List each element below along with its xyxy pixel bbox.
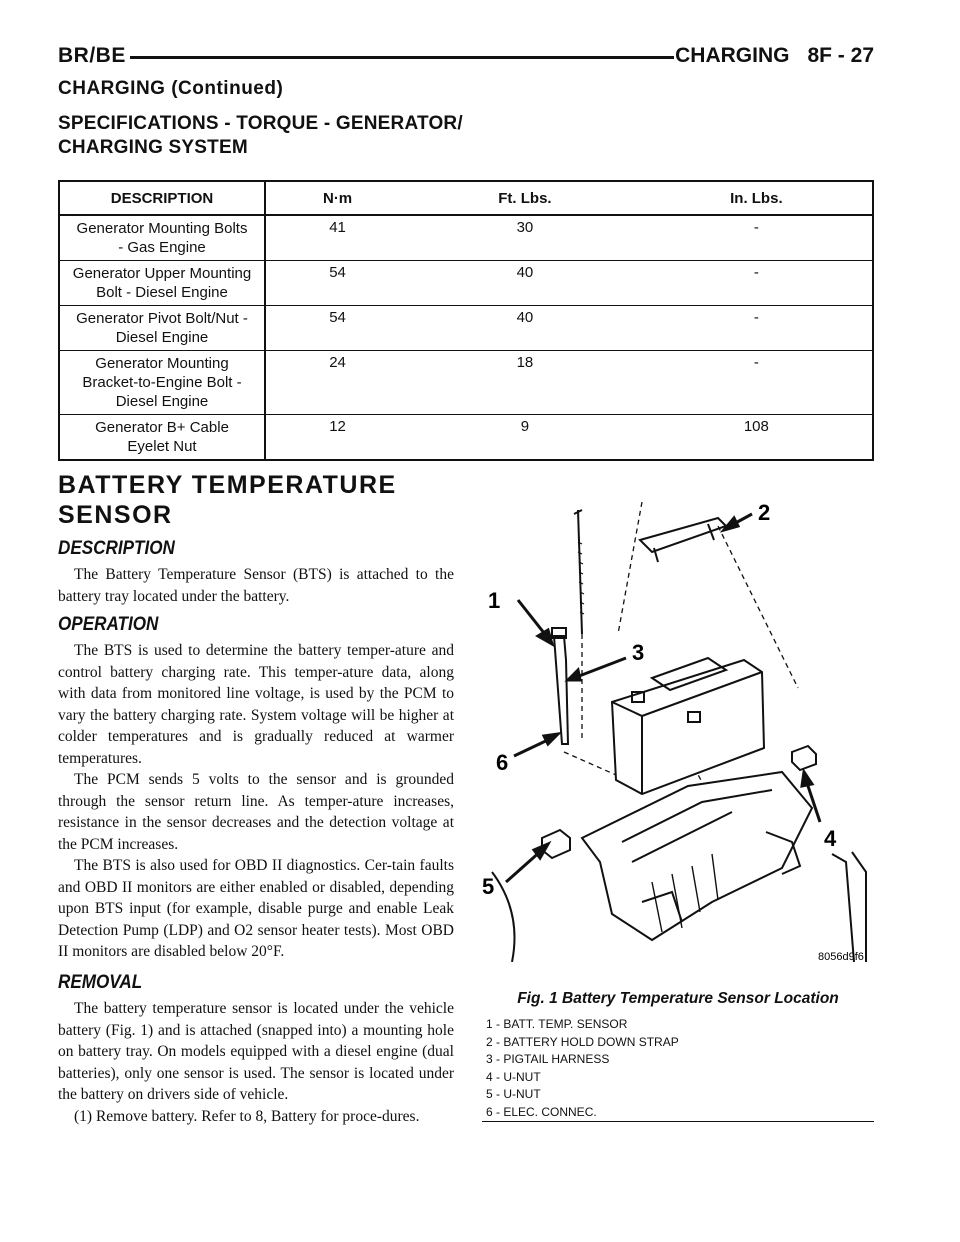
row-ftlbs: 18 bbox=[409, 351, 641, 415]
row-nm: 24 bbox=[265, 351, 409, 415]
header-rule bbox=[130, 56, 674, 59]
operation-paragraph-2: The PCM sends 5 volts to the sensor and is grounded through the sensor return line. As temper-ature increases, resistance in the sensor decreases and the detection voltage at the PCM increases. bbox=[58, 771, 454, 853]
u-nut-right bbox=[792, 746, 816, 770]
row-nm: 54 bbox=[265, 261, 409, 306]
row-description-line: Generator Mounting Bolts bbox=[76, 220, 248, 237]
row-description-line: - Gas Engine bbox=[118, 239, 206, 256]
row-description-line: Bolt - Diesel Engine bbox=[96, 284, 228, 301]
header-section bbox=[657, 44, 874, 68]
row-description-line: Diesel Engine bbox=[115, 329, 209, 346]
row-inlbs: - bbox=[641, 215, 873, 261]
table-header-row bbox=[59, 181, 873, 215]
row-description bbox=[59, 415, 265, 461]
operation-paragraph-3: The BTS is also used for OBD II diagnostics. Cer-tain faults and OBD II monitors are either enabled or disabled, depending upon BTS input (for example, disable purge and enable Leak Detection Pump (LDP) and O2 sensor heater tests). Most OBD II monitors are disabled below 20°F. bbox=[58, 857, 454, 960]
row-description bbox=[59, 306, 265, 351]
table-row bbox=[59, 261, 873, 306]
figure-code: 8056d9f6 bbox=[818, 951, 864, 962]
spec-title-line1: SPECIFICATIONS - TORQUE - GENERATOR/ bbox=[58, 113, 463, 134]
removal-heading: REMOVAL bbox=[58, 972, 143, 993]
row-nm: 41 bbox=[265, 215, 409, 261]
row-description-line: Generator Mounting bbox=[95, 355, 229, 372]
col-description: DESCRIPTION bbox=[59, 181, 265, 215]
callout-1: 1 bbox=[488, 588, 501, 613]
operation-text bbox=[58, 640, 454, 963]
callout-6: 6 bbox=[496, 750, 509, 775]
callout-5: 5 bbox=[482, 874, 495, 899]
description-paragraph: The Battery Temperature Sensor (BTS) is attached to the battery tray located under the battery. bbox=[58, 566, 454, 605]
table-row bbox=[59, 351, 873, 415]
col-ftlbs: Ft. Lbs. bbox=[409, 181, 641, 215]
row-ftlbs: 30 bbox=[409, 215, 641, 261]
description-heading: DESCRIPTION bbox=[58, 538, 175, 559]
callout-3: 3 bbox=[632, 640, 645, 665]
legend-item: 1 - BATT. TEMP. SENSOR bbox=[486, 1017, 628, 1031]
row-description bbox=[59, 351, 265, 415]
callout-2: 2 bbox=[758, 500, 771, 525]
col-inlbs: In. Lbs. bbox=[641, 181, 873, 215]
bts-title-line1: BATTERY TEMPERATURE bbox=[58, 471, 397, 499]
row-inlbs: - bbox=[641, 261, 873, 306]
row-nm: 54 bbox=[265, 306, 409, 351]
row-ftlbs: 40 bbox=[409, 306, 641, 351]
bts-title bbox=[58, 470, 397, 530]
description-text bbox=[58, 564, 454, 607]
removal-paragraph-2: (1) Remove battery. Refer to 8, Battery for proce-dures. bbox=[74, 1107, 420, 1125]
operation-paragraph-1: The BTS is used to determine the battery temper-ature and control battery charging rate. This temper-ature data, along with data from monitored line voltage, is used by the PCM to vary the battery charging rate. System voltage will be higher at colder temperatures and is gradually reduced at warmer temperatures. bbox=[58, 642, 454, 767]
row-description-line: Eyelet Nut bbox=[127, 438, 197, 455]
table-row bbox=[59, 215, 873, 261]
row-description-line: Bracket-to-Engine Bolt - bbox=[82, 374, 242, 391]
operation-heading: OPERATION bbox=[58, 614, 159, 635]
col-nm: N·m bbox=[265, 181, 409, 215]
legend-item: 6 - ELEC. CONNEC. bbox=[486, 1104, 597, 1119]
model-code: BR/BE bbox=[58, 44, 126, 67]
callout-4: 4 bbox=[824, 826, 837, 851]
page-header bbox=[58, 44, 874, 72]
legend-item: 5 - U-NUT bbox=[486, 1087, 541, 1101]
row-description bbox=[59, 261, 265, 306]
battery-sensor-figure bbox=[482, 482, 874, 962]
row-description bbox=[59, 215, 265, 261]
battery-tray bbox=[582, 772, 812, 940]
continued-heading: CHARGING (Continued) bbox=[58, 78, 284, 99]
removal-text bbox=[58, 998, 454, 1127]
row-ftlbs: 40 bbox=[409, 261, 641, 306]
row-nm: 12 bbox=[265, 415, 409, 461]
table-row bbox=[59, 306, 873, 351]
legend-rule bbox=[482, 1121, 874, 1122]
row-description-line: Generator Pivot Bolt/Nut - bbox=[76, 310, 248, 327]
figure-caption: Fig. 1 Battery Temperature Sensor Location bbox=[517, 990, 839, 1007]
row-ftlbs: 9 bbox=[409, 415, 641, 461]
legend-item: 4 - U-NUT bbox=[486, 1069, 541, 1084]
row-inlbs: 108 bbox=[641, 415, 873, 461]
torque-spec-table bbox=[58, 180, 874, 461]
page-number: 8F - 27 bbox=[807, 44, 874, 67]
section-name: CHARGING bbox=[675, 44, 790, 67]
sensor-pigtail bbox=[554, 636, 568, 744]
spec-title-line2: CHARGING SYSTEM bbox=[58, 137, 248, 158]
table-row bbox=[59, 415, 873, 461]
row-description-line: Generator B+ Cable bbox=[95, 419, 229, 436]
row-description-line: Generator Upper Mounting bbox=[72, 265, 252, 282]
bts-title-line2: SENSOR bbox=[58, 501, 173, 529]
figure-legend bbox=[486, 1016, 679, 1121]
row-description-line: Diesel Engine bbox=[115, 393, 209, 410]
legend-item: 3 - PIGTAIL HARNESS bbox=[486, 1052, 610, 1066]
removal-paragraph-1: The battery temperature sensor is located under the vehicle battery (Fig. 1) and is attached (snapped into) a mounting hole on battery tray. On models equipped with a diesel engine (dual batteries), only one sensor is used. The sensor is located under the battery on drivers side of vehicle. bbox=[58, 1000, 454, 1103]
spec-title bbox=[58, 112, 463, 160]
row-inlbs: - bbox=[641, 306, 873, 351]
row-inlbs: - bbox=[641, 351, 873, 415]
legend-item: 2 - BATTERY HOLD DOWN STRAP bbox=[486, 1034, 679, 1049]
